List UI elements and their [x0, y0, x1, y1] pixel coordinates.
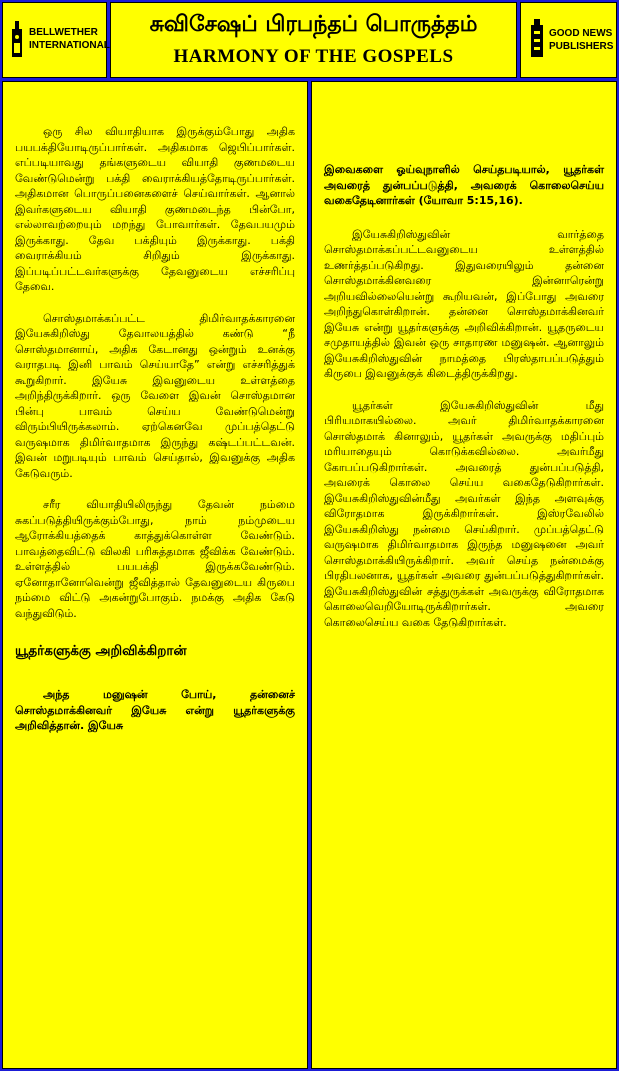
- publisher-logo-left: [2, 2, 110, 78]
- good-news-logo-icon: [529, 19, 545, 61]
- logo-left-line1: BELLWETHER: [29, 27, 98, 38]
- page-header: [110, 2, 517, 78]
- bellwether-logo-icon: [9, 19, 25, 59]
- left-column: [2, 81, 308, 1069]
- right-paragraph-1: இவைகளை ஓய்வுநாளில் செய்தபடியால், யூதர்கள் அவரைத் துன்பப்படுத்தி, அவரைக் கொலைசெய்ய வகைதேடினார்கள் (யோவா 5:15,16).: [324, 163, 604, 207]
- page-title-english: HARMONY OF THE GOSPELS: [173, 46, 454, 67]
- logo-right-line1: GOOD NEWS: [549, 28, 613, 39]
- right-column: [311, 81, 617, 1069]
- left-paragraph-1: ஒரு சில வியாதியாக இருக்கும்போது அதிக பயபக்தியோடிருப்பார்கள். அதிகமாக ஜெபிப்பார்கள். எப்படியாவது தங்களுடைய வியாதி குணமடைய வேண்டுமென்று பக்தி வைராக்கியத்தோடிருப்பார்கள். அதிகமான பொருப்பனைகளைச் செய்வார்கள். ஆனால் இவர்களுடைய வியாதி குணமடைந்த பின்போ, எல்லாவற்றையும் மறந்து போவார்கள். தேவபயமும் இருக்காது. தேவ பக்தியும் இருக்காது. பக்தி வைராக்கியம் சிறிதும் இருக்காது. இப்படிப்பட்டவர்களுக்கு தேவனுடைய எச்சரிப்பு தேவை.: [15, 125, 295, 293]
- left-paragraph-4: அந்த மனுஷன் போய், தன்னைச் சொஸ்தமாக்கினவர் இயேசு என்று யூதர்களுக்கு அறிவித்தான். இயேசு: [15, 688, 295, 732]
- right-paragraph-2: இயேசுகிறிஸ்துவின் வார்த்தை சொஸ்தமாக்கப்பட்டவனுடைய உள்ளத்தில் உணர்த்தப்படுகிறது. இதுவரையிலும் தன்னை சொஸ்தமாக்கினவரை இன்னாரென்று அறியவில்லையென்று கூறியவன், இப்போது அவரை அறிந்துகொள்கிறான். தன்னை சொஸ்தமாக்கினவர் இயேசு என்று யூதர்களுக்கு அறிவிக்கிறான். யூதருடைய சமுதாயத்தில் இவன் ஒரு சாதாரண மனுஷன். ஆனாலும் இயேசுகிறிஸ்துவின் நாமத்தை பிரஸ்தாபப்படுத்தும் கிருபை இவனுக்குக் கிடைத்திருக்கிறது.: [324, 227, 604, 380]
- left-paragraph-3: சரீர வியாதியிலிருந்து தேவன் நம்மை சுகப்படுத்தியிருக்கும்போது, நாம் நம்முடைய ஆரோக்கியத்தைக் காத்துக்கொள்ள வேண்டும். பாவத்தைவிட்டு விலகி பரிசுத்தமாக ஜீவிக்க வேண்டும். உள்ளத்தில் பயபக்தி இருக்கவேண்டும். ஏனோதானோவென்று ஜீவித்தால் தேவனுடைய கிருபை நம்மை விட்டு அகன்றுபோகும். நமக்கு அதிக கேடு வந்துவிடும்.: [15, 498, 295, 620]
- section-heading: யூதர்களுக்கு அறிவிக்கிறான்: [15, 643, 187, 659]
- logo-right-line2: PUBLISHERS: [549, 41, 614, 52]
- logo-left-line2: INTERNATIONAL: [29, 40, 110, 51]
- left-paragraph-2: சொஸ்தமாக்கப்பட்ட திமிர்வாதக்காரனை இயேசுகிறிஸ்து தேவாலயத்தில் கண்டு “நீ சொஸ்தமானாய், அதிக கேடானது ஒன்றும் உனக்கு வராதபடி இனி பாவம் செய்யாதே” என்று எச்சரித்துக் கூறுகிறார். இயேசு இவனுடைய உள்ளத்தை அறிந்திருக்கிறார். ஒரு வேளை இவன் சொஸ்தமான பின்பு பாவம் செய்ய வேண்டுமென்று விரும்பியிருக்கலாம். ஏற்கெனவே முப்பத்தெட்டு வருஷமாக திமிர்வாதமாக இருந்து கஷ்டப்பட்டவன். இவன் மறுபடியும் பாவம் செய்தால், இவனுக்கு அதிக கேடுவரும்.: [15, 311, 295, 480]
- right-paragraph-3: யூதர்கள் இயேசுகிறிஸ்துவின் மீது பிரியமாகயில்லை. அவர் திமிர்வாதக்காரனை சொஸ்தமாக் கினாலும், யூதர்கள் அவருக்கு மதிப்பும் மரியாதையும் கொடுக்கவில்லை. அவர்மீது கோபப்படுகிறார்கள். அவரைத் துன்பப்படுத்தி, அவரைக் கொலை செய்ய வகைதேடுகிறார்கள். இயேசுகிறிஸ்துவின்மீது அவர்கள் இந்த அளவுக்கு விரோதமாக இருக்கிறார்கள். இஸ்ரவேலில் இயேசுகிறிஸ்து நன்மை செய்கிறார். முப்பத்தெட்டு வருஷமாக திமிர்வாதமாக இருந்த மனுஷனை அவர் சொஸ்தமாக்கியிருக்கிறார். அவர் செய்த நன்மைக்கு பிரதிபலனாக, யூதர்கள் அவரை துன்பப்படுத்துகிறார்கள். இயேசுகிறிஸ்துவின் சத்துருக்கள் அவருக்கு விரோதமாக கொலைவெறியோடிருக்கிறார்கள். அவரை கொலைசெய்ய வகை தேடுகிறார்கள்.: [324, 398, 604, 629]
- page-title-tamil: சுவிசேஷப் பிரபந்தப் பொருத்தம்: [149, 12, 478, 37]
- publisher-logo-right: [520, 2, 617, 78]
